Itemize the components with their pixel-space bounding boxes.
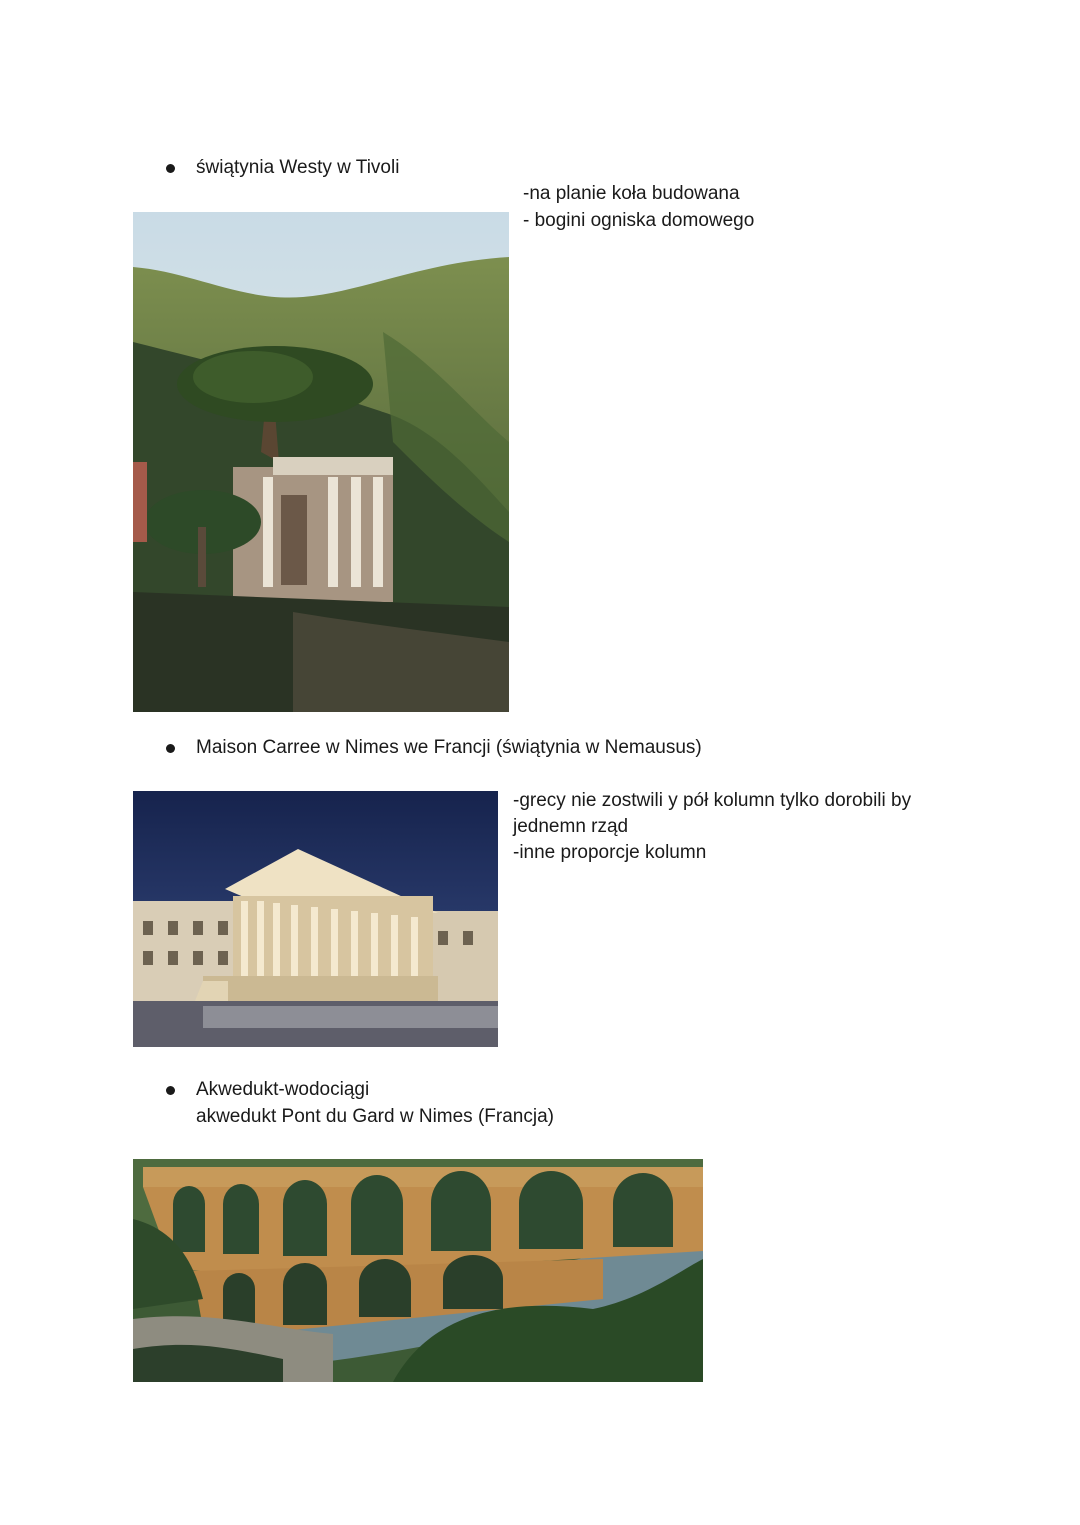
bullet-marker <box>166 164 175 173</box>
section-heading-vesta: świątynia Westy w Tivoli <box>196 157 400 178</box>
maison-carree-photo <box>133 791 498 1047</box>
bullet-marker <box>166 1086 175 1095</box>
note-line: -inne proporcje kolumn <box>513 842 707 863</box>
temple-of-vesta-photo <box>133 212 509 712</box>
section-heading-maison-carree: Maison Carree w Nimes we Francji (świątynia w Nemausus) <box>196 737 702 758</box>
bullet-marker <box>166 744 175 753</box>
section-subheading-pont-du-gard: akwedukt Pont du Gard w Nimes (Francja) <box>196 1106 554 1127</box>
note-line: - bogini ogniska domowego <box>523 210 755 231</box>
section-heading-aqueduct: Akwedukt-wodociągi <box>196 1079 370 1100</box>
pont-du-gard-photo <box>133 1159 703 1382</box>
note-line: jednemn rząd <box>513 816 629 837</box>
note-line: -grecy nie zostwili y pół kolumn tylko dorobili by <box>513 790 912 811</box>
note-line: -na planie koła budowana <box>523 183 740 204</box>
